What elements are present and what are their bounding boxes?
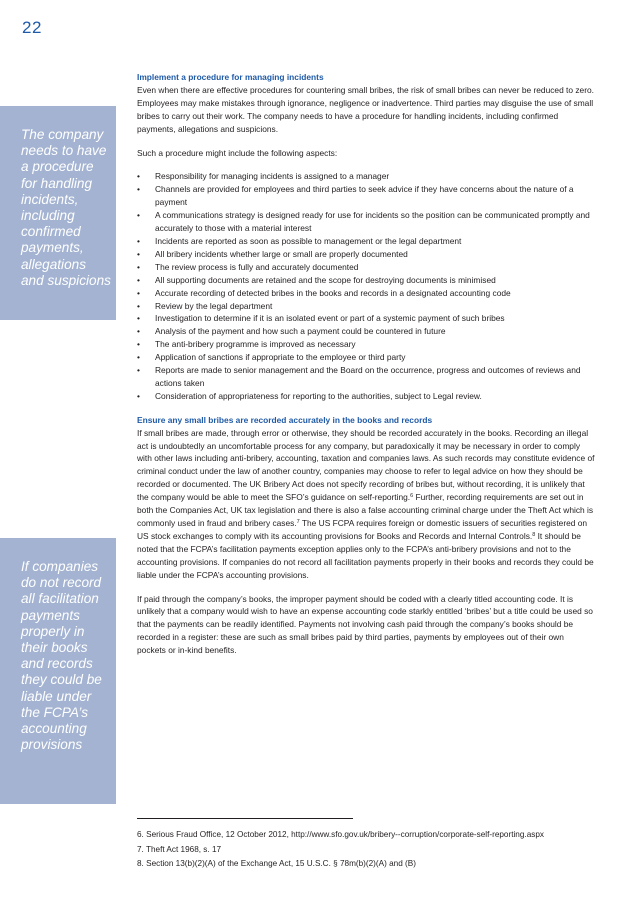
paragraph-recording-part-a: If small bribes are made, through error or otherwise, they should be recorded accurately in the books. Recording an illegal act is undoubtedly an uncomfortable process for any company, but paradoxically it may be necessary in order to comply with other laws including anti-bribery, accounting, taxation and companies laws. As such records may constitute evidence of criminal conduct under the law of another country, companies may choose to refer to legal advice on how they should be recorded or documented. The UK Bribery Act does not specify recording of bribes but, without recording, it is unlikely that the company would be able to meet the SFO’s guidance on self-reporting. xyxy=(137,427,595,503)
list-item: • Incidents are reported as soon as possible to management or the legal department xyxy=(137,235,595,248)
footnote-6: 6. Serious Fraud Office, 12 October 2012, http://www.sfo.gov.uk/bribery--corruption/corporate-self-reporting.aspx xyxy=(137,830,544,839)
footnote-7: 7. Theft Act 1968, s. 17 xyxy=(137,844,222,854)
list-item: • Review by the legal department xyxy=(137,300,595,313)
section-heading-recording: Ensure any small bribes are recorded accurately in the books and records xyxy=(137,414,433,425)
list-item: • Accurate recording of detected bribes in the books and records in a designated accounting code xyxy=(137,287,595,300)
footnote-ref-7: 7 xyxy=(296,519,300,525)
paragraph-recording-part-d: It should be noted that the FCPA’s facilitation payments exception applies only to the FCPA’s anti-bribery provisions and not to the accounting provisions. If companies do not record all facilitation payments properly in their books and records they could be liable under the FCPA’s accounting provisions. xyxy=(137,530,594,580)
list-item: • The review process is fully and accurately documented xyxy=(137,261,595,274)
list-item: • Application of sanctions if appropriate to the employee or third party xyxy=(137,351,595,364)
paragraph-recording xyxy=(137,427,595,582)
list-item: • Reports are made to senior management and the Board on the occurrence, progress and outcomes of reviews and actions taken xyxy=(137,364,595,390)
procedure-intro: Such a procedure might include the following aspects: xyxy=(137,147,338,158)
section-heading-incidents: Implement a procedure for managing incidents xyxy=(137,72,324,82)
main-column xyxy=(137,71,595,657)
paragraph-recording-part-b: Further, recording requirements are set out in both the Companies Act, UK tax legislation and there is also a false accounting criminal charge under the Theft Act which is commonly used in fraud and bribery cases. xyxy=(137,492,594,528)
list-item: • Responsibility for managing incidents is assigned to a manager xyxy=(137,170,595,183)
paragraph-coding: If paid through the company’s books, the improper payment should be coded with a clearly titled accounting code. It is unlikely that a company would wish to have an expense accounting code starkly entitled ‘bribes’ but a title could be used so that the payments can be readily identified. Payments not involving cash paid through the company’s books should be recorded in a register: these are such as small bribes paid by third parties, payments by employees out of their own pockets or in-kind benefits. xyxy=(137,593,593,656)
pull-quote-fcpa: If companies do not record all facilitation payments properly in their books and records they could be liable under the FCPA’s accounting provisions xyxy=(0,538,116,804)
list-item: • The anti-bribery programme is improved as necessary xyxy=(137,338,595,351)
paragraph-recording-part-c: The US FCPA requires foreign or domestic issuers of securities registered on US stock exchanges to comply with its accounting provisions for Books and Records and Internal Controls. xyxy=(137,518,588,541)
paragraph-incidents: Even when there are effective procedures for countering small bribes, the risk of small bribes can never be reduced to zero. Employees may make mistakes through ignorance, negligence or inadvertence. Third parties may disguise the use of small bribes to carry out their work. The company needs to have a procedure for handling incidents, including confirmed payments, allegations and suspicions. xyxy=(137,84,594,134)
page-number: 22 xyxy=(22,18,42,37)
list-item: • Investigation to determine if it is an isolated event or part of a systemic payment of such bribes xyxy=(137,312,595,325)
list-item: • Analysis of the payment and how such a payment could be countered in future xyxy=(137,325,595,338)
list-item: • Consideration of appropriateness for reporting to the authorities, subject to Legal review. xyxy=(137,390,595,403)
footnotes xyxy=(137,828,607,872)
list-item: • All bribery incidents whether large or small are properly documented xyxy=(137,248,595,261)
footnote-8: 8. Section 13(b)(2)(A) of the Exchange Act, 15 U.S.C. § 78m(b)(2)(A) and (B) xyxy=(137,859,416,869)
footnote-divider xyxy=(137,818,353,819)
footnote-ref-6: 6 xyxy=(410,493,414,500)
list-item: • Channels are provided for employees and third parties to seek advice if they have concerns about the nature of a payment xyxy=(137,183,595,209)
footnote-ref-8: 8 xyxy=(532,531,536,538)
list-item: • A communications strategy is designed ready for use for incidents so the position can be communicated promptly and accurately to those with a material interest xyxy=(137,209,595,235)
procedure-list xyxy=(137,170,595,402)
pull-quote-incidents: The company needs to have a procedure for handling incidents, including confirmed payments, allegations and suspicions xyxy=(0,106,116,320)
list-item: • All supporting documents are retained and the scope for destroying documents is minimised xyxy=(137,274,595,287)
